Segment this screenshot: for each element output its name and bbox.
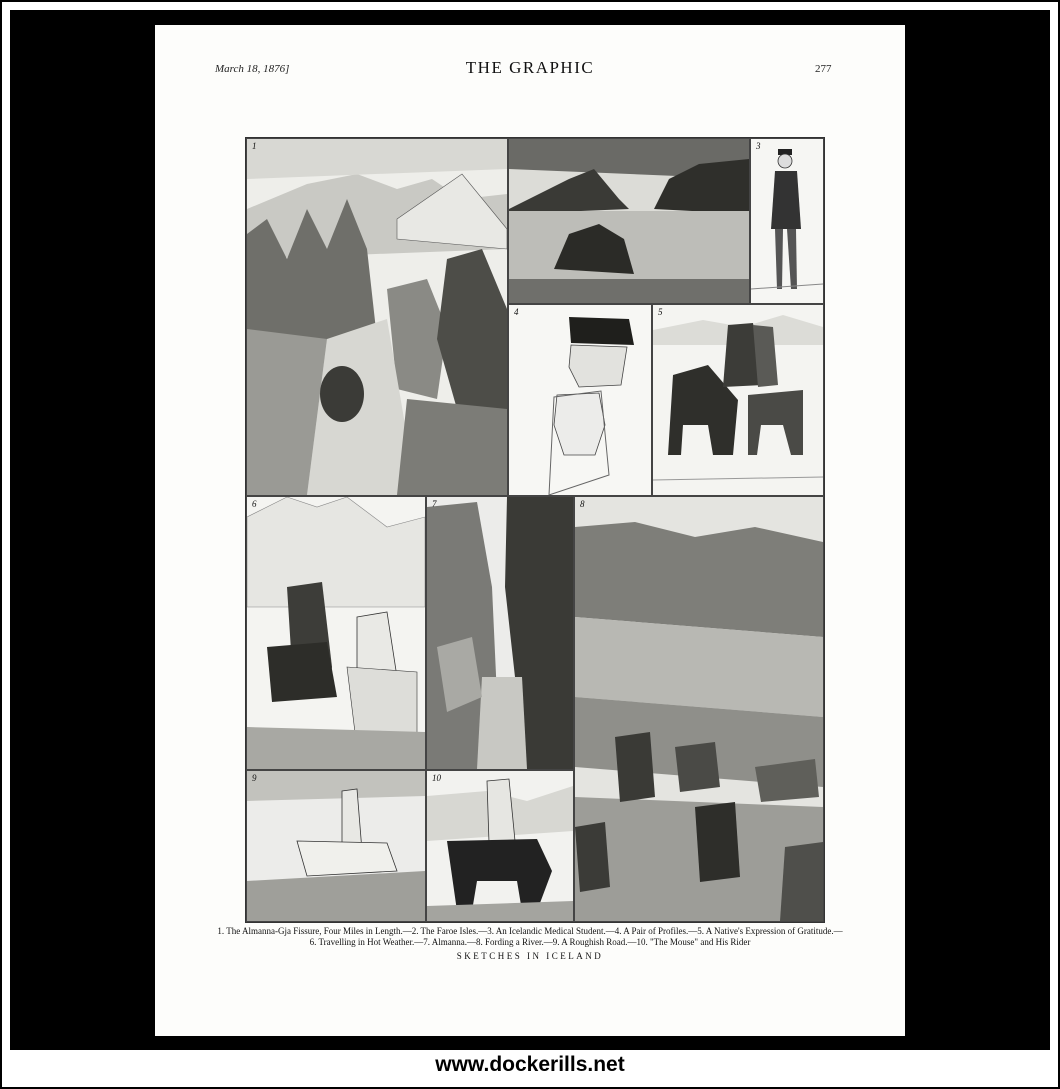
newspaper-page	[155, 25, 905, 1036]
panel-fissure	[246, 138, 508, 496]
medical-student-illustration	[751, 139, 823, 303]
roughish-road-illustration	[247, 771, 425, 921]
faroe-isles-illustration	[509, 139, 749, 303]
panel-gratitude	[652, 304, 824, 496]
caption-line-1: 1. The Almanna-Gja Fissure, Four Miles in Length.—2. The Faroe Isles.—3. An Icelandic Medical Student.—4. A Pair of Profiles.—5. A Native's Expression of Gratitude.—	[217, 926, 843, 936]
panel-number: 9	[252, 773, 257, 783]
footer-url[interactable]: www.dockerills.net	[435, 1053, 625, 1076]
fissure-illustration	[247, 139, 507, 495]
the-mouse-illustration	[427, 771, 573, 921]
hot-weather-illustration	[247, 497, 425, 769]
panel-number: 10	[432, 773, 441, 783]
panel-number: 7	[432, 499, 437, 509]
panel-roughish-road	[246, 770, 426, 922]
panel-number: 1	[252, 141, 257, 151]
panel-number: 6	[252, 499, 257, 509]
panel-number: 5	[658, 307, 663, 317]
fording-river-illustration	[575, 497, 823, 921]
panel-hot-weather	[246, 496, 426, 770]
almanna-illustration	[427, 497, 573, 769]
engraving-plate	[245, 137, 825, 923]
panel-number: 3	[756, 141, 761, 151]
panel-faroe-isles	[508, 138, 750, 304]
panel-number: 4	[514, 307, 519, 317]
page-number: 277	[815, 63, 832, 75]
panel-medical-student	[750, 138, 824, 304]
caption-line-2: 6. Travelling in Hot Weather.—7. Almanna.—8. Fording a River.—9. A Roughish Road.—10. "The Mouse" and His Rider	[309, 937, 751, 947]
profiles-illustration	[509, 305, 651, 495]
panel-fording-river	[574, 496, 824, 922]
plate-caption	[215, 926, 845, 948]
panel-profiles	[508, 304, 652, 496]
panel-number: 8	[580, 499, 585, 509]
header-title: THE GRAPHIC	[465, 58, 595, 77]
panel-almanna	[426, 496, 574, 770]
plate-title: SKETCHES IN ICELAND	[456, 951, 604, 961]
panel-the-mouse	[426, 770, 574, 922]
header-date: March 18, 1876]	[215, 63, 290, 75]
gratitude-illustration	[653, 305, 823, 495]
